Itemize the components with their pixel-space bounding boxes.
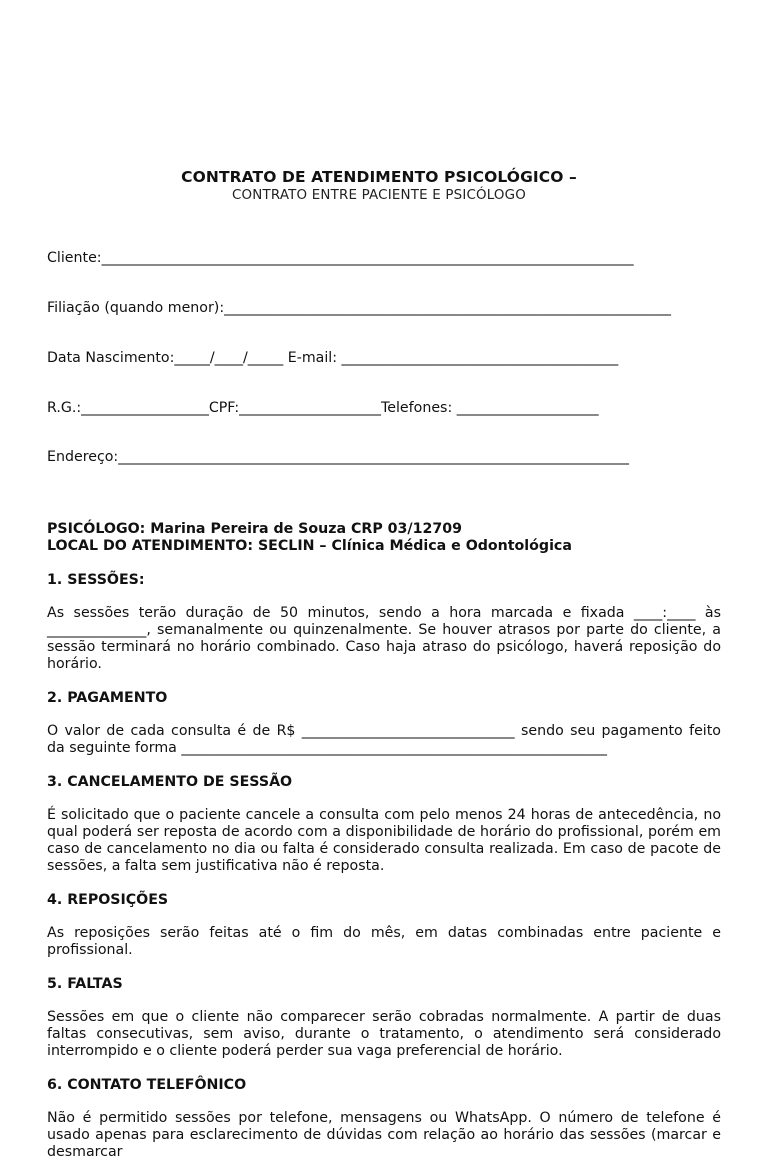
provider-info xyxy=(47,521,721,555)
section-faltas xyxy=(47,976,721,1060)
field-filiacao[interactable]: Filiação (quando menor):_______________________________________________________________ xyxy=(47,299,672,316)
section-title: 4. REPOSIÇÕES xyxy=(47,892,169,909)
section-cancelamento xyxy=(47,774,721,875)
location-line: LOCAL DO ATENDIMENTO: SECLIN – Clínica Médica e Odontológica xyxy=(47,538,572,555)
section-text: As reposições serão feitas até o fim do mês, em datas combinadas entre paciente e profissional. xyxy=(47,925,721,959)
client-form xyxy=(47,217,721,499)
section-title: 1. SESSÕES: xyxy=(47,572,145,589)
section-title: 6. CONTATO TELEFÔNICO xyxy=(47,1077,247,1094)
section-text: Sessões em que o cliente não comparecer serão cobradas normalmente. A partir de duas faltas consecutivas, sem aviso, durante o tratamento, o atendimento será considerado interrompido e o cliente poderá perder sua vaga preferencial de horário. xyxy=(47,1009,721,1060)
section-title: 2. PAGAMENTO xyxy=(47,690,168,707)
section-contato-telefonico xyxy=(47,1077,721,1161)
section-title: 5. FALTAS xyxy=(47,976,123,993)
section-text: O valor de cada consulta é de R$ ______________________________ sendo seu pagamento feito da seguinte forma ____________________________________________________________ xyxy=(47,723,721,757)
section-text: É solicitado que o paciente cancele a consulta com pelo menos 24 horas de antecedência, no qual poderá ser reposta de acordo com a disponibilidade de horário do profissional, porém em caso de cancelamento no dia ou falta é considerado consulta realizada. Em caso de pacote de sessões, a falta sem justificativa não é reposta. xyxy=(47,807,721,875)
section-sessoes xyxy=(47,572,721,673)
field-rg-cpf-telefones[interactable]: R.G.:__________________CPF:____________________Telefones: ____________________ xyxy=(47,399,599,416)
field-endereco[interactable]: Endereço:________________________________________________________________________ xyxy=(47,449,629,466)
field-data-nascimento[interactable]: Data Nascimento:_____/____/_____ E-mail: _______________________________________ xyxy=(47,349,619,366)
field-cliente[interactable]: Cliente:___________________________________________________________________________ xyxy=(47,250,634,267)
section-title: 3. CANCELAMENTO DE SESSÃO xyxy=(47,774,293,791)
section-text: As sessões terão duração de 50 minutos, sendo a hora marcada e fixada ____:____ às ______________, semanalmente ou quinzenalmente. Se houver atrasos por parte do cliente, a sessão terminará no horário combinado. Caso haja atraso do psicólogo, haverá reposição do horário. xyxy=(47,605,721,673)
section-reposicoes xyxy=(47,892,721,959)
section-pagamento xyxy=(47,690,721,757)
section-text: Não é permitido sessões por telefone, mensagens ou WhatsApp. O número de telefone é usado apenas para esclarecimento de dúvidas com relação ao horário das sessões (marcar e desmarcar xyxy=(47,1110,721,1161)
document-title: CONTRATO DE ATENDIMENTO PSICOLÓGICO – xyxy=(181,168,577,186)
psychologist-line: PSICÓLOGO: Marina Pereira de Souza CRP 03/12709 xyxy=(47,521,462,538)
document-subtitle: CONTRATO ENTRE PACIENTE E PSICÓLOGO xyxy=(231,188,526,203)
document-content xyxy=(47,166,721,1161)
